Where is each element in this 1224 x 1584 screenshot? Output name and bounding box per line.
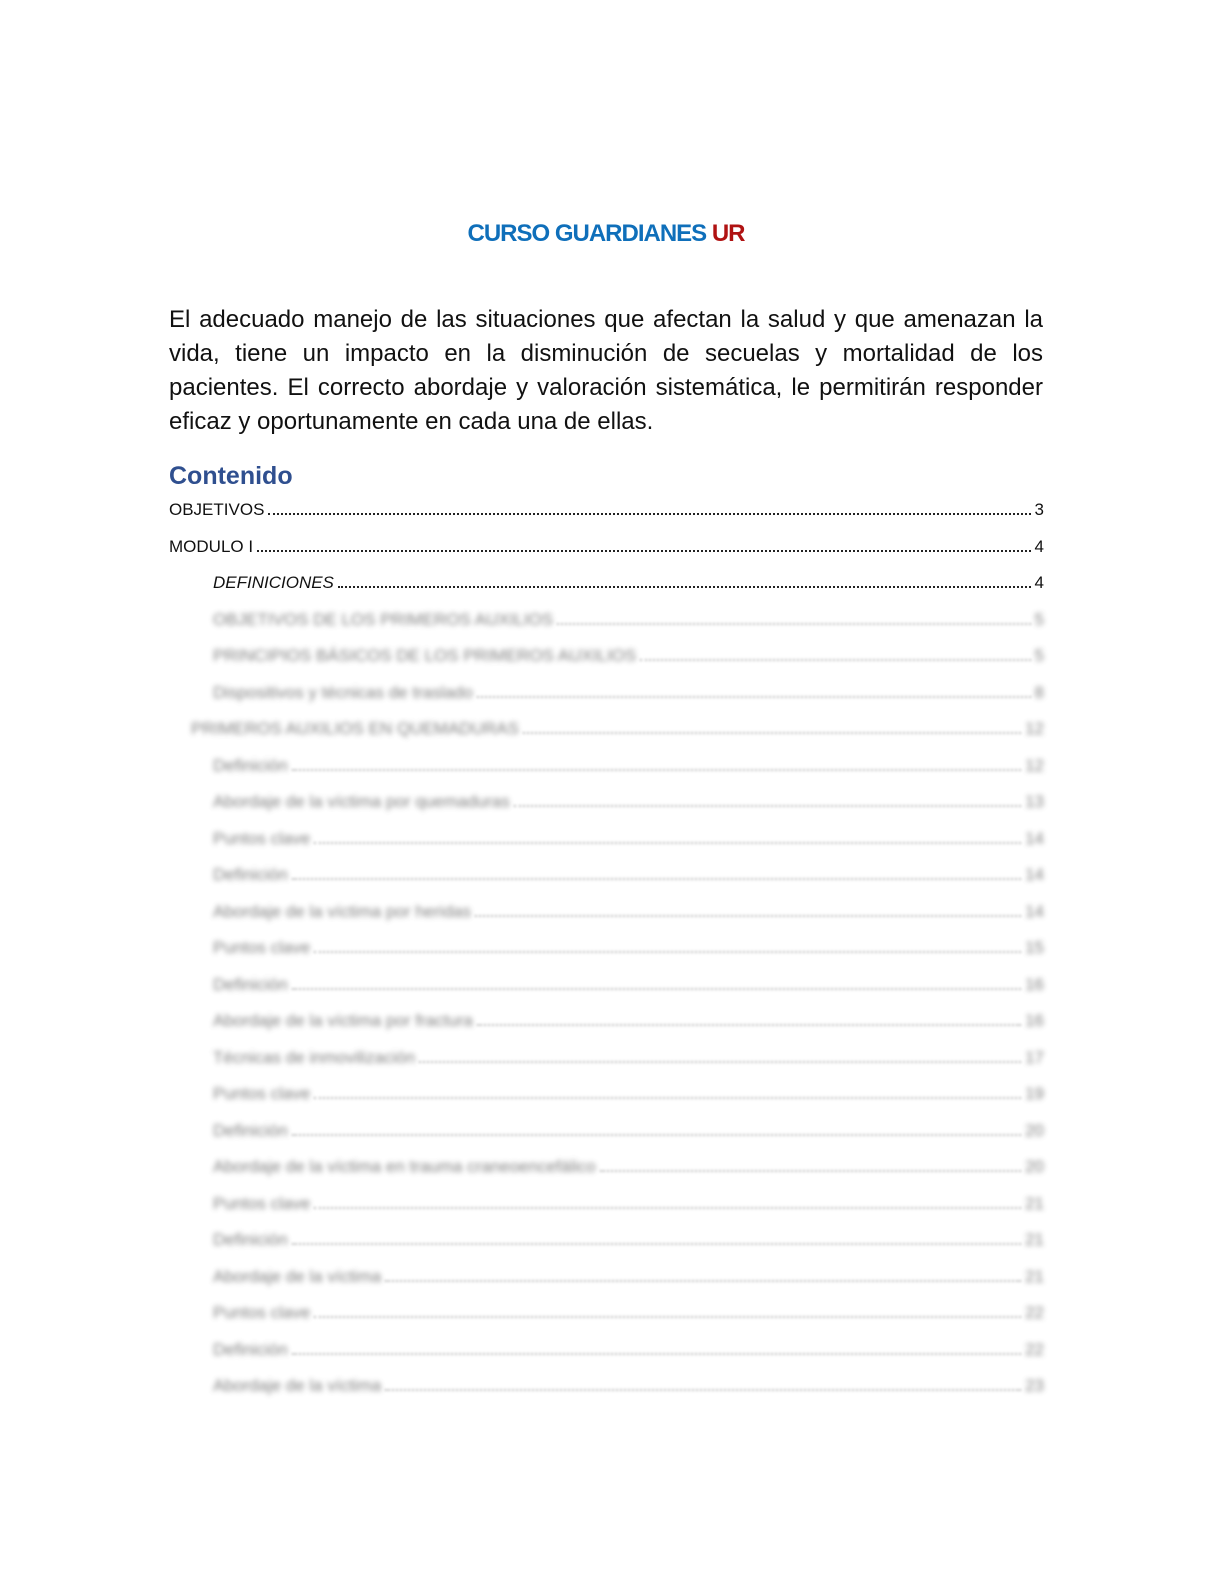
toc-leader-dots bbox=[268, 513, 1030, 515]
toc-heading: Contenido bbox=[169, 462, 293, 490]
toc-entry-page: 4 bbox=[1034, 537, 1044, 556]
toc-entry-page: 15 bbox=[1025, 938, 1044, 957]
toc-leader-dots bbox=[600, 1170, 1021, 1172]
intro-paragraph: El adecuado manejo de las situaciones que afectan la salud y que amenazan la vida, tiene un impacto en la disminución de secuelas y mortalidad de los pacientes. El correcto abordaje y valoración sistemática, le permitirán responder eficaz y oportunamente en cada una de ellas. bbox=[169, 306, 1043, 435]
toc-entry-page: 14 bbox=[1025, 902, 1044, 921]
toc-entry-label: OBJETIVOS DE LOS PRIMEROS AUXILIOS bbox=[213, 610, 554, 629]
toc-entry-label: Puntos clave bbox=[213, 1084, 311, 1103]
toc-entry[interactable] bbox=[213, 1372, 1044, 1396]
toc-entry-page: 13 bbox=[1025, 792, 1044, 811]
toc-leader-dots bbox=[292, 878, 1021, 880]
toc-entry-page: 22 bbox=[1025, 1340, 1044, 1359]
toc-entry-page: 19 bbox=[1025, 1084, 1044, 1103]
toc-entry-page: 16 bbox=[1025, 975, 1044, 994]
toc-entry-page: 21 bbox=[1025, 1230, 1044, 1249]
toc-entry[interactable] bbox=[213, 1044, 1044, 1068]
toc-entry-label: Abordaje de la víctima por fractura bbox=[213, 1011, 473, 1030]
toc-entry-label: Puntos clave bbox=[213, 829, 311, 848]
toc-entry[interactable] bbox=[213, 1299, 1044, 1323]
toc-entry-label: Abordaje de la víctima por heridas bbox=[213, 902, 471, 921]
toc-entry[interactable] bbox=[213, 1117, 1044, 1141]
toc-entry-page: 12 bbox=[1025, 756, 1044, 775]
toc-entry-label: Definición bbox=[213, 756, 288, 775]
toc-entry[interactable] bbox=[213, 752, 1044, 776]
toc-entry[interactable] bbox=[213, 971, 1044, 995]
toc-entry[interactable] bbox=[213, 642, 1044, 666]
toc-entry-label: Técnicas de inmovilización bbox=[213, 1048, 416, 1067]
toc-entry-page: 5 bbox=[1034, 610, 1044, 629]
toc-entry-label: MODULO I bbox=[169, 537, 254, 556]
toc-leader-dots bbox=[475, 915, 1021, 917]
toc-entry-label: Abordaje de la víctima en trauma craneoencefálico bbox=[213, 1157, 596, 1176]
toc-entry[interactable] bbox=[213, 606, 1044, 630]
toc-leader-dots bbox=[385, 1389, 1021, 1391]
toc-leader-dots bbox=[557, 623, 1030, 625]
document-title-main: CURSO GUARDIANES bbox=[467, 220, 707, 247]
toc-entry-page: 4 bbox=[1034, 573, 1044, 592]
toc-entry[interactable] bbox=[213, 861, 1044, 885]
toc-leader-dots bbox=[314, 1207, 1021, 1209]
toc-entry-label: Definición bbox=[213, 1230, 288, 1249]
toc-leader-dots bbox=[338, 586, 1031, 588]
toc-entry-page: 21 bbox=[1025, 1267, 1044, 1286]
toc-entry[interactable] bbox=[213, 1080, 1044, 1104]
toc-leader-dots bbox=[523, 732, 1021, 734]
toc-leader-dots bbox=[292, 988, 1021, 990]
toc-entry[interactable] bbox=[213, 934, 1044, 958]
toc-entry-label: Definición bbox=[213, 1121, 288, 1140]
toc-entry-label: PRINCIPIOS BÁSICOS DE LOS PRIMEROS AUXILIOS bbox=[213, 646, 637, 665]
toc-entry-page: 16 bbox=[1025, 1011, 1044, 1030]
toc-entry-label: Puntos clave bbox=[213, 938, 311, 957]
toc-entry-page: 20 bbox=[1025, 1157, 1044, 1176]
document-title bbox=[0, 220, 1212, 248]
toc-entry-page: 20 bbox=[1025, 1121, 1044, 1140]
toc-entry-label: Abordaje de la víctima bbox=[213, 1376, 382, 1395]
toc-entry-label: Definición bbox=[213, 975, 288, 994]
toc-entry-label: Puntos clave bbox=[213, 1303, 311, 1322]
toc-leader-dots bbox=[419, 1061, 1021, 1063]
toc-entry-modulo-i[interactable] bbox=[169, 533, 1044, 557]
toc-entry[interactable] bbox=[213, 788, 1044, 812]
toc-entry-definiciones[interactable] bbox=[213, 569, 1044, 593]
document-title-suffix: UR bbox=[711, 220, 745, 247]
toc-entry-page: 12 bbox=[1025, 719, 1044, 738]
toc-entry[interactable] bbox=[213, 898, 1044, 922]
toc-entry-page: 3 bbox=[1034, 500, 1044, 519]
toc-leader-dots bbox=[314, 951, 1021, 953]
toc-entry-label: OBJETIVOS bbox=[169, 500, 265, 519]
toc-leader-dots bbox=[257, 550, 1030, 552]
toc-entry-page: 5 bbox=[1034, 646, 1044, 665]
toc-entry[interactable] bbox=[213, 1226, 1044, 1250]
toc-entry-label: Dispositivos y técnicas de traslado bbox=[213, 683, 473, 702]
toc-entry-page: 22 bbox=[1025, 1303, 1044, 1322]
toc-leader-dots bbox=[514, 805, 1021, 807]
toc-entry-label: PRIMEROS AUXILIOS EN QUEMADURAS bbox=[191, 719, 519, 738]
toc-leader-dots bbox=[314, 1097, 1021, 1099]
toc-entry-page: 23 bbox=[1025, 1376, 1044, 1395]
toc-leader-dots bbox=[314, 1316, 1021, 1318]
toc-entry-label: Abordaje de la víctima bbox=[213, 1267, 382, 1286]
toc-entry[interactable] bbox=[213, 1336, 1044, 1360]
toc-leader-dots bbox=[292, 1243, 1021, 1245]
toc-entry-page: 14 bbox=[1025, 829, 1044, 848]
toc-leader-dots bbox=[640, 659, 1030, 661]
toc-entry[interactable] bbox=[213, 1007, 1044, 1031]
toc-entry[interactable] bbox=[213, 1153, 1044, 1177]
toc-entry-page: 8 bbox=[1034, 683, 1044, 702]
toc-leader-dots bbox=[292, 769, 1021, 771]
toc-entry[interactable] bbox=[213, 1190, 1044, 1214]
toc-entry-label: Definición bbox=[213, 1340, 288, 1359]
toc-entry[interactable] bbox=[213, 1263, 1044, 1287]
toc-entry-page: 17 bbox=[1025, 1048, 1044, 1067]
toc-leader-dots bbox=[385, 1280, 1021, 1282]
toc-entry[interactable] bbox=[213, 825, 1044, 849]
toc-entry-label: DEFINICIONES bbox=[213, 573, 334, 592]
toc-leader-dots bbox=[292, 1353, 1021, 1355]
toc-entry-label: Abordaje de la víctima por quemaduras bbox=[213, 792, 510, 811]
toc-entry-label: Definición bbox=[213, 865, 288, 884]
toc-leader-dots bbox=[477, 696, 1031, 698]
toc-entry[interactable] bbox=[213, 679, 1044, 703]
toc-leader-dots bbox=[292, 1134, 1021, 1136]
toc-entry-page: 21 bbox=[1025, 1194, 1044, 1213]
toc-entry-page: 14 bbox=[1025, 865, 1044, 884]
toc-entry-objetivos[interactable] bbox=[169, 496, 1044, 520]
toc-entry[interactable] bbox=[191, 715, 1044, 739]
toc-entry-label: Puntos clave bbox=[213, 1194, 311, 1213]
toc-leader-dots bbox=[314, 842, 1021, 844]
toc-leader-dots bbox=[477, 1024, 1021, 1026]
